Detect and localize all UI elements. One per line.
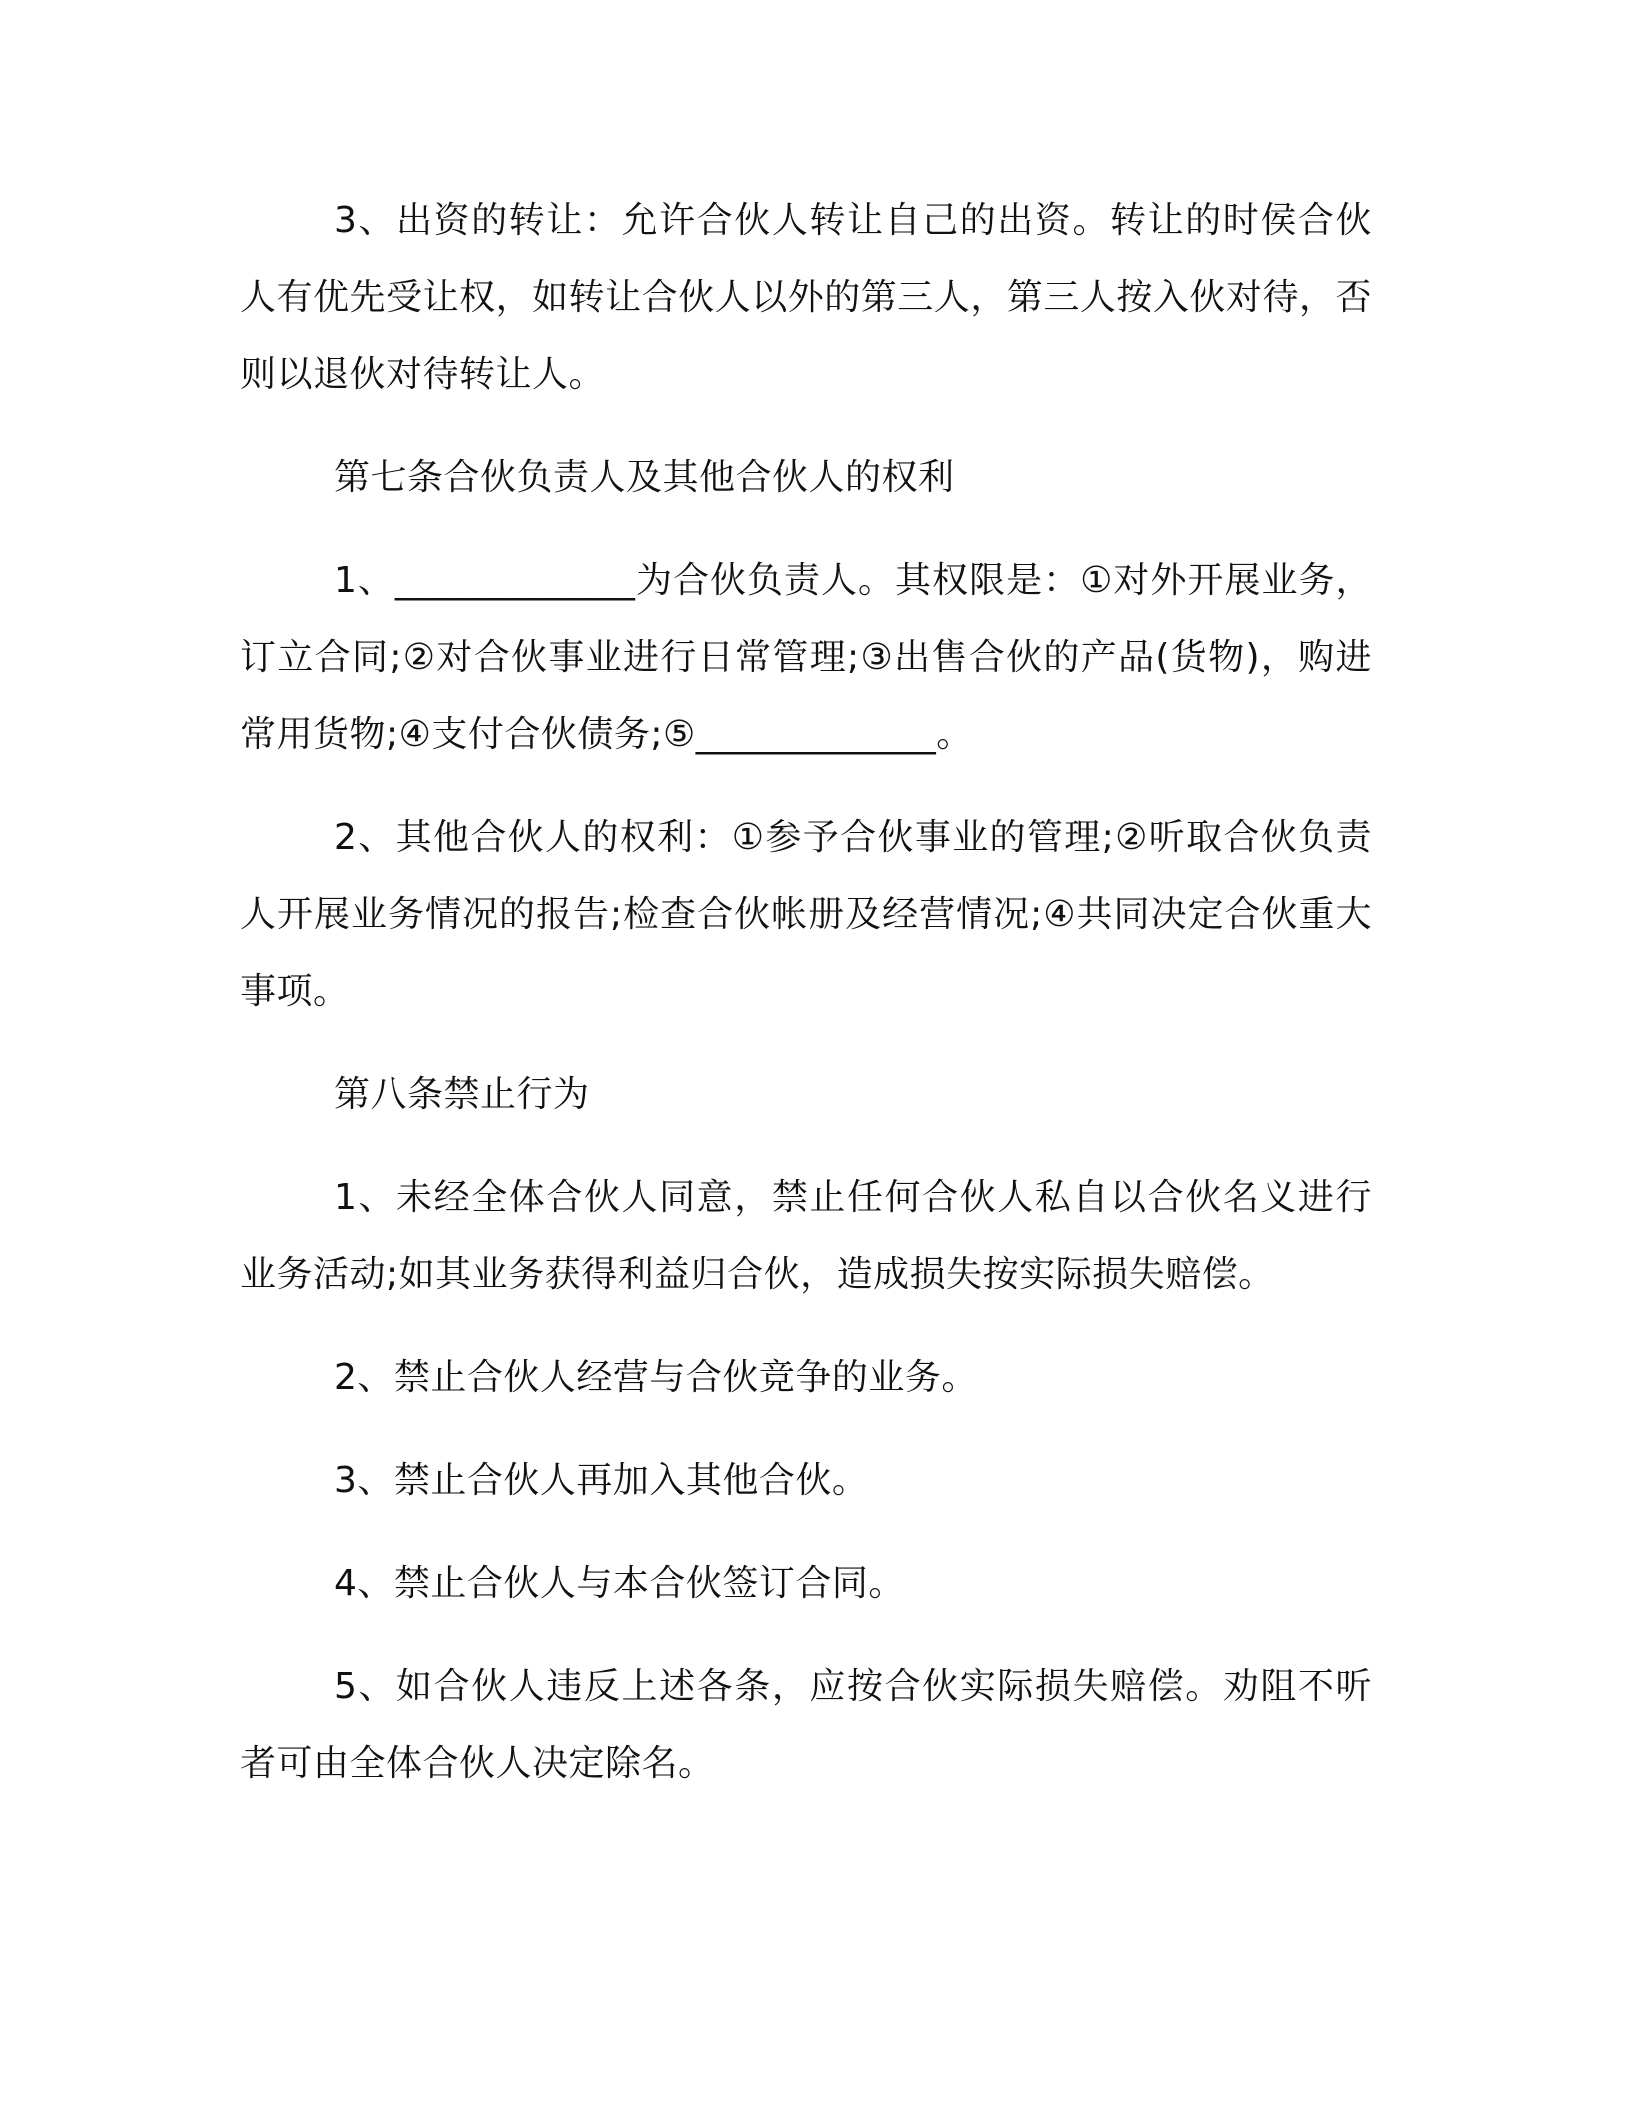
article-8-item-3: 3、禁止合伙人再加入其他合伙。 (334, 1460, 869, 1501)
article-7-item-2: 2、其他合伙人的权利：①参予合伙事业的管理;②听取合伙负责人开展业务情况的报告;检查合伙帐册及经营情况;④共同决定合伙重大事项。 (240, 817, 1372, 1012)
article-8-item-5: 5、如合伙人违反上述各条，应按合伙实际损失赔偿。劝阻不听者可由全体合伙人决定除名。 (240, 1666, 1372, 1784)
article-8-heading: 第八条禁止行为 (334, 1074, 590, 1115)
article-8-item-2: 2、禁止合伙人经营与合伙竞争的业务。 (334, 1357, 978, 1398)
article-7-heading: 第七条合伙负责人及其他合伙人的权利 (334, 457, 955, 498)
clause-6-item-3: 3、出资的转让：允许合伙人转让自己的出资。转让的时侯合伙人有优先受让权，如转让合伙人以外的第三人，第三人按入伙对待，否则以退伙对待转让人。 (240, 200, 1372, 395)
article-8-item-4: 4、禁止合伙人与本合伙签订合同。 (334, 1563, 905, 1604)
document-body (240, 182, 1372, 1828)
article-8-item-1: 1、未经全体合伙人同意，禁止任何合伙人私自以合伙名义进行业务活动;如其业务获得利益归合伙，造成损失按实际损失赔偿。 (240, 1177, 1372, 1295)
article-7-item-1: 1、_____________为合伙负责人。其权限是：①对外开展业务，订立合同;②对合伙事业进行日常管理;③出售合伙的产品(货物)，购进常用货物;④支付合伙债务;⑤_____________。 (240, 560, 1372, 755)
